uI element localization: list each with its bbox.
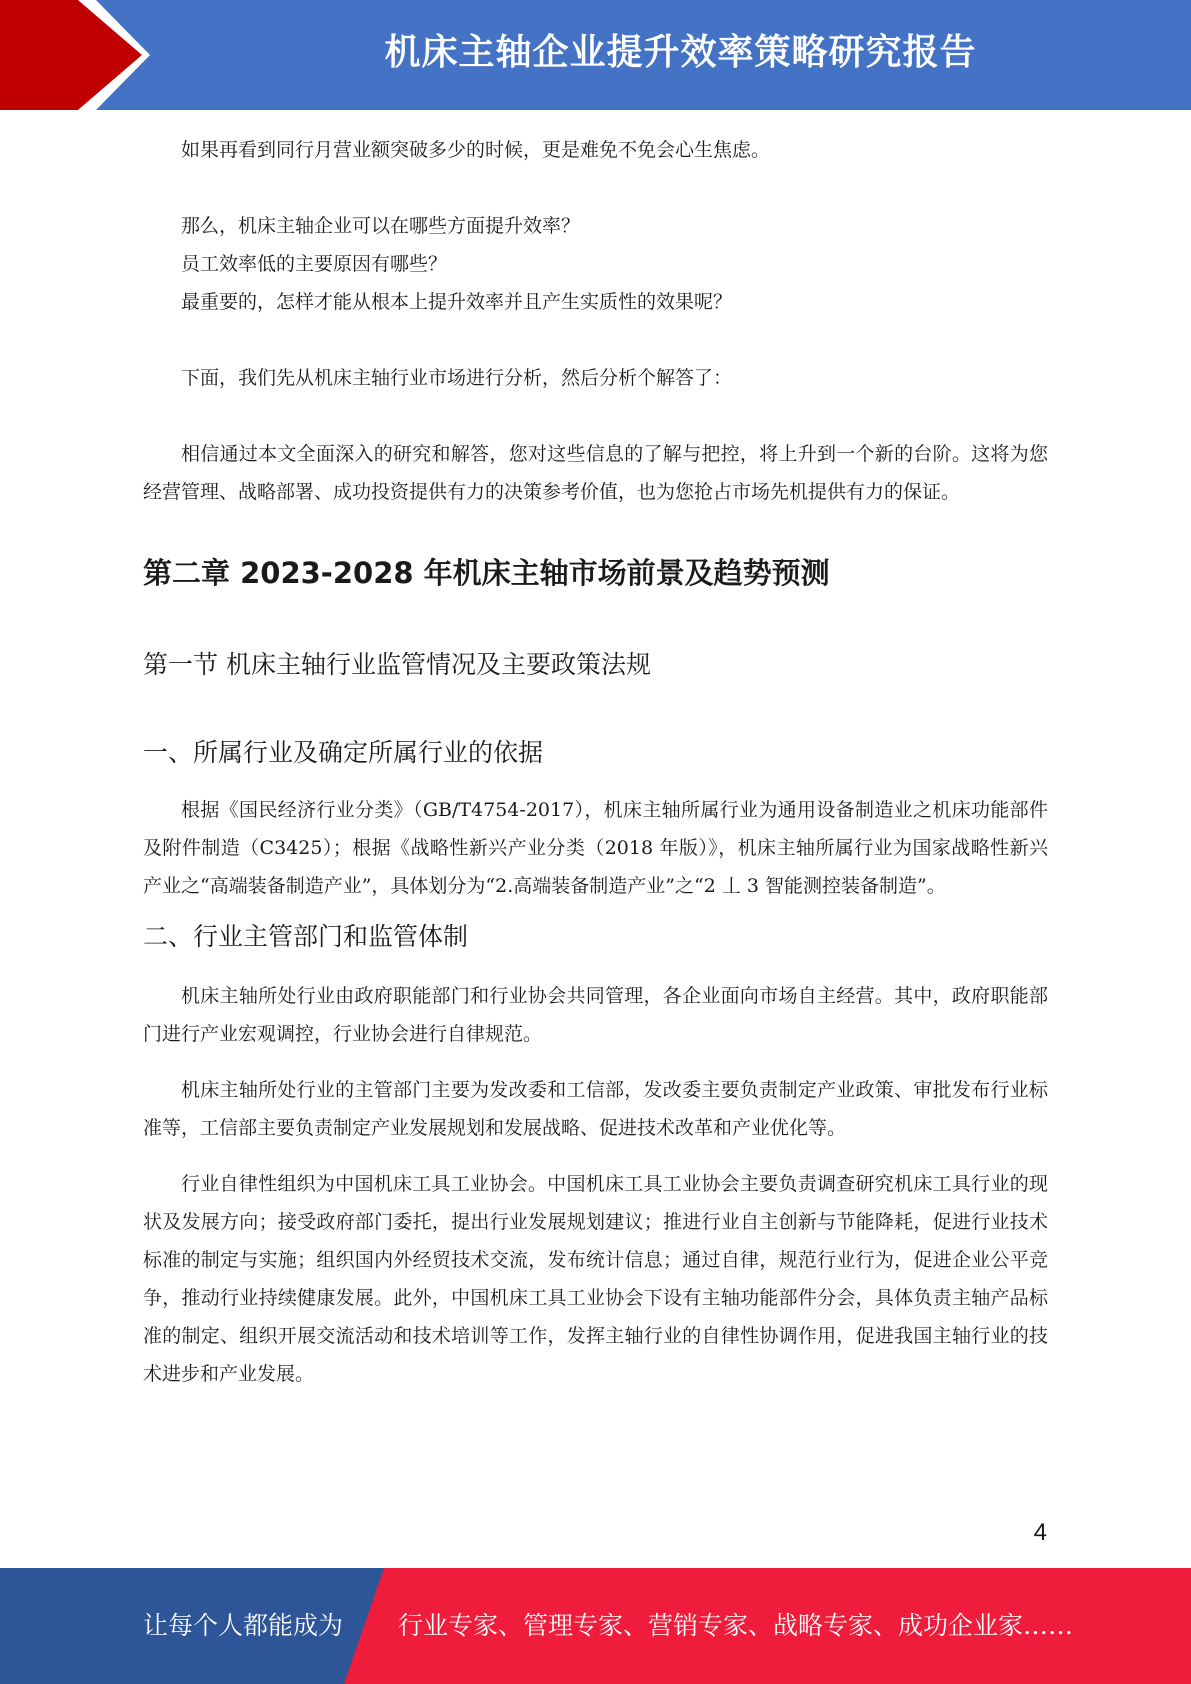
subsection-title-1: 一、所属行业及确定所属行业的依据: [143, 738, 544, 767]
header-arrow-decoration: [0, 0, 160, 110]
page-number: 4: [1033, 1519, 1047, 1546]
intro-question-2: 员工效率低的主要原因有哪些？: [181, 253, 448, 275]
header-banner: [0, 0, 1191, 110]
intro-question-1: 那么，机床主轴企业可以在哪些方面提升效率？: [181, 215, 581, 237]
document-body: [143, 131, 1048, 1393]
section-title: 第一节 机床主轴行业监管情况及主要政策法规: [143, 650, 651, 679]
subsection-2-paragraph-1: 机床主轴所处行业由政府职能部门和行业协会共同管理，各企业面向市场自主经营。其中，政府职能部门进行产业宏观调控，行业协会进行自律规范。: [143, 985, 1048, 1045]
intro-paragraph-3: 相信通过本文全面深入的研究和解答，您对这些信息的了解与把控，将上升到一个新的台阶。这将为您经营管理、战略部署、成功投资提供有力的决策参考价值，也为您抢占市场先机提供有力的保证。: [143, 443, 1048, 503]
subsection-2-paragraph-3: 行业自律性组织为中国机床工具工业协会。中国机床工具工业协会主要负责调查研究机床工具行业的现状及发展方向；接受政府部门委托，提出行业发展规划建议；推进行业自主创新与节能降耗，促进行业技术标准的制定与实施；组织国内外经贸技术交流，发布统计信息；通过自律，规范行业行为，促进企业公平竞争，推动行业持续健康发展。此外，中国机床工具工业协会下设有主轴功能部件分会，具体负责主轴产品标准的制定、组织开展交流活动和技术培训等工作，发挥主轴行业的自律性协调作用，促进我国主轴行业的技术进步和产业发展。: [143, 1173, 1048, 1385]
intro-paragraph-1: 如果再看到同行月营业额突破多少的时候，更是难免不免会心生焦虑。: [181, 139, 771, 161]
subsection-1-paragraph: 根据《国民经济行业分类》（GB/T4754-2017），机床主轴所属行业为通用设备制造业之机床功能部件及附件制造（C3425）；根据《战略性新兴产业分类（2018 年版）》，机床主轴所属行业为国家战略性新兴产业之“高端装备制造产业”，具体划分为“2.高端装备制造产业”之“2 丄 3 智能测控装备制造”。: [143, 799, 1048, 897]
chapter-title: 第二章 2023-2028 年机床主轴市场前景及趋势预测: [143, 556, 830, 590]
footer-banner: [0, 1568, 1191, 1684]
footer-slogan-right: 行业专家、管理专家、营销专家、战略专家、成功企业家……: [398, 1611, 1074, 1640]
report-title: 机床主轴企业提升效率策略研究报告: [384, 32, 977, 73]
intro-paragraph-2: 下面，我们先从机床主轴行业市场进行分析，然后分析个解答了：: [181, 367, 733, 389]
footer-slogan-left: 让每个人都能成为: [143, 1611, 344, 1640]
intro-question-3: 最重要的，怎样才能从根本上提升效率并且产生实质性的效果呢？: [181, 291, 733, 313]
subsection-2-paragraph-2: 机床主轴所处行业的主管部门主要为发改委和工信部，发改委主要负责制定产业政策、审批发布行业标准等，工信部主要负责制定产业发展规划和发展战略、促进技术改革和产业优化等。: [143, 1079, 1048, 1139]
subsection-title-2: 二、行业主管部门和监管体制: [143, 922, 469, 951]
